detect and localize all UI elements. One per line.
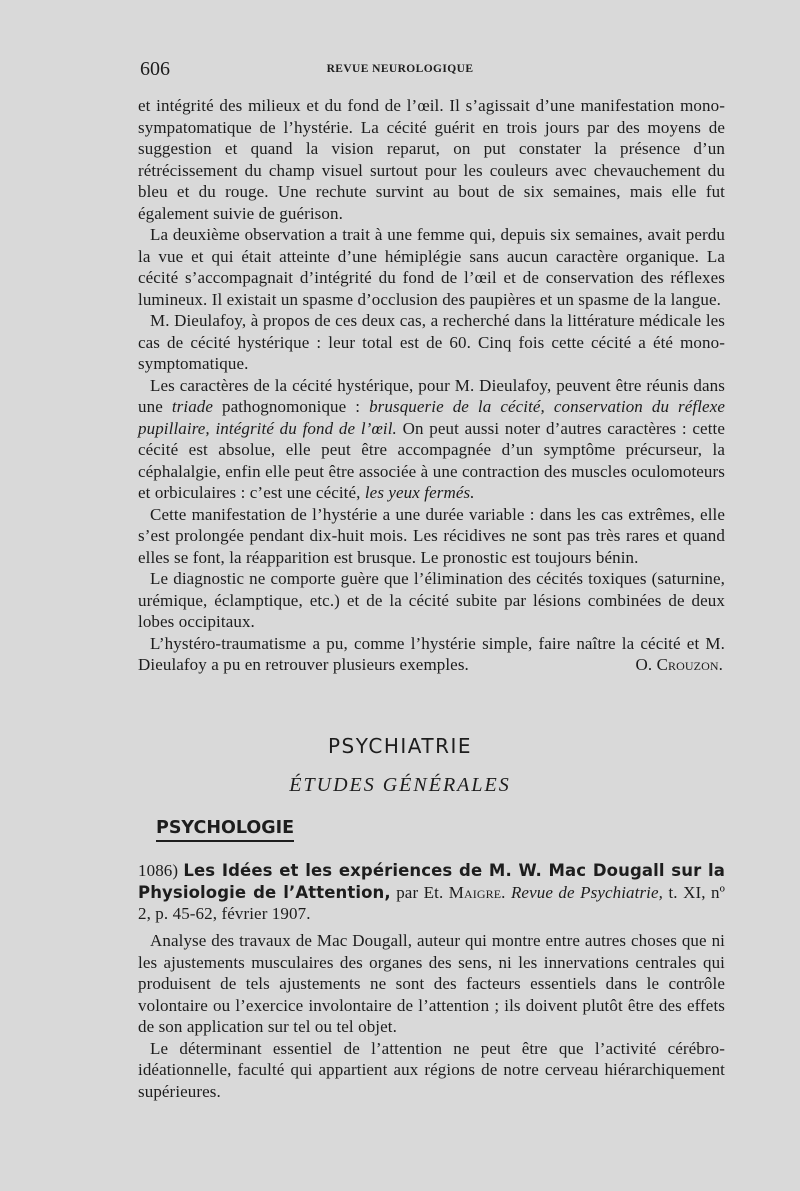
signature-name: rouzon. — [668, 655, 723, 674]
paragraph-4-text-e: On peut aussi noter d’autres caractères : cette cécité est absolue, elle peut être accompagnée d’un symptôme précurseur, la céphalalgie, enfin elle peut être associée à une contraction des muscles oculomoteurs et orbiculaires : c’est une cécité, — [138, 418, 725, 502]
running-head: REVUE NEUROLOGIQUE — [326, 63, 474, 75]
paragraph-5: Cette manifestation de l’hystérie a une durée variable : dans les cas extrêmes, elle s’est prolongée pendant dix-huit mois. Les récidives ne sont pas très rares et quand elles se font, la réapparition est brusque. Le pronostic est toujours bénin. — [138, 504, 725, 567]
paragraph-4-text-c: pathognomonique : — [213, 397, 370, 416]
paragraph-2: La deuxième observation a trait à une femme qui, depuis six semaines, avait perdu la vue et qui était atteinte d’une hémiplégie sans aucun caractère organique. La cécité s’accompagnait d’intégrité du fond de l’œil et de conservation des réflexes lumineux. Il existait un spasme d’occlusion des paupières et un spasme de la langue. — [138, 225, 725, 309]
article-continuation — [138, 95, 725, 676]
review-entry — [138, 860, 725, 925]
review-by: par — [390, 882, 424, 902]
review-number: 1086) — [138, 861, 179, 880]
review-author-name: aigre. — [463, 882, 506, 902]
paragraph-4-italic-triad-list: brusquerie de la cécité, conservation du réflexe pupillaire, intégrité du fond de l’œil. — [138, 397, 725, 438]
abstract-paragraph-1: Analyse des travaux de Mac Dougall, auteur qui montre entre autres choses que ni les ajustements musculaires des organes des sens, ni les innervations centrales qui produisent de tels ajustements ne sont des facteurs essentiels dans le contrôle volontaire ou l’exercice involontaire de l’attention ; ils doivent plutôt être des effets de son application sur tel ou tel objet. — [138, 931, 725, 1036]
review-abstract — [138, 930, 725, 1102]
paragraph-7-text: L’hystéro-traumatisme a pu, comme l’hystérie simple, faire naître la cécité et M. Dieulafoy a pu en retrouver plusieurs exemples. — [138, 633, 725, 674]
review-journal: Revue de Psychiatrie, — [510, 882, 663, 902]
review-citation — [138, 860, 725, 925]
review-title: Les Idées et les expériences de M. W. Mac Dougall sur la Physiologie de l’Attention, — [138, 861, 725, 902]
paragraph-7 — [138, 633, 725, 676]
abstract-paragraph-2: Le déterminant essentiel de l’attention ne peut être que l’activité cérébro-idéationnelle, faculté qui appartient aux régions de notre cerveau hiérarchiquement supérieures. — [138, 1038, 725, 1101]
subsection-title: ÉTUDES GÉNÉRALES — [289, 774, 511, 796]
category-heading: PSYCHOLOGIE — [156, 818, 294, 842]
signature-initial: O. C — [635, 655, 669, 674]
paragraph-4 — [138, 375, 725, 504]
paragraph-4-text-a: Les caractères de la cécité hystérique, pour M. Dieulafoy, peuvent être réunis dans une — [138, 375, 725, 416]
author-signature — [624, 654, 725, 676]
paragraph-6: Le diagnostic ne comporte guère que l’élimination des cécités toxiques (saturnine, urémique, éclamptique, etc.) et de la cécité subite par lésions combinées de deux lobes occipitaux. — [138, 569, 725, 631]
paragraph-4-italic-eyes-closed: les yeux fermés. — [364, 483, 475, 502]
review-author-initial: Et. M — [423, 882, 464, 902]
section-title: PSYCHIATRIE — [327, 734, 473, 758]
paragraph-3: M. Dieulafoy, à propos de ces deux cas, a recherché dans la littérature médicale les cas de cécité hystérique : leur total est de 60. Cinq fois cette cécité a été mono-symptomatique. — [138, 311, 725, 373]
page-number: 606 — [140, 58, 170, 80]
paragraph-1: et intégrité des milieux et du fond de l’œil. Il s’agissait d’une manifestation mono-sympatomatique de l’hystérie. La cécité guérit en trois jours par des moyens de suggestion et quand la vision reparut, on put constater la présence d’un rétrécissement du champ visuel surtout pour les couleurs avec chevauchement du bleu et du rouge. Une rechute survint au bout de six semaines, mais elle fut également suivie de guérison. — [138, 96, 725, 223]
review-reference: t. XI, nº 2, p. 45-62, février 1907. — [138, 882, 725, 923]
paragraph-4-italic-triade: triade — [171, 397, 214, 416]
